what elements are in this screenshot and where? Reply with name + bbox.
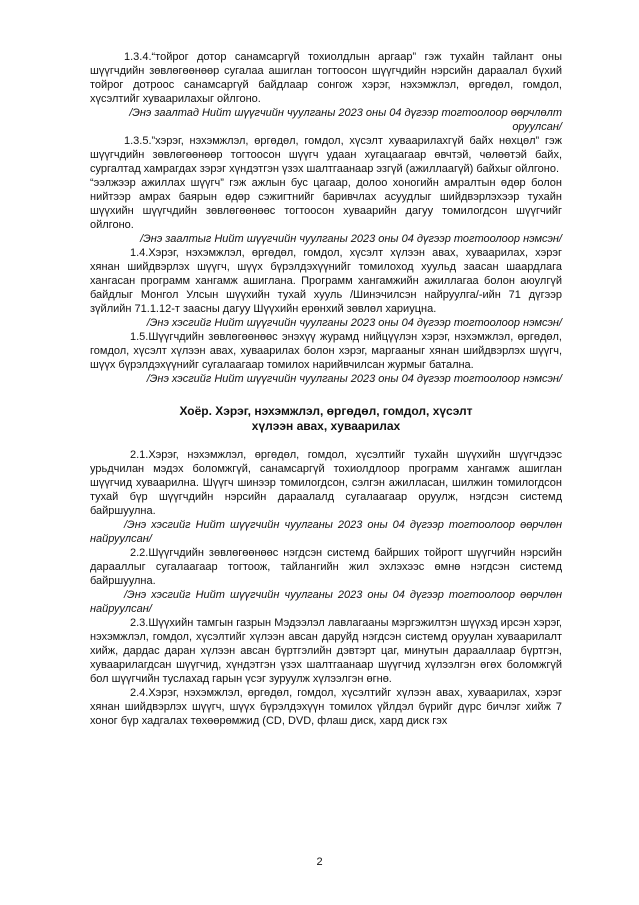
page-number: 2 bbox=[316, 856, 323, 868]
amendment-note: /Энэ заалтад Нийт шүүгчийн чуулганы 2023 оны 04 дүгээр тогтоолоор өөрчлөлт оруулсан/ bbox=[129, 107, 562, 133]
clause-1-3-5-definition: “ээлжээр ажиллах шүүгч” гэж ажлын бус цагаар, долоо хоногийн амралтын өдөр болон нийтээр амрах баярын өдөр сэжигтнийг баривчлах асуудлыг шийдвэрлэхээр тухайн шүүхийн шүүгчдийн зөвлөгөөнөөс тогтоосон хуваарийн дагуу томилогдсон шүүгчийг ойлгоно. bbox=[90, 177, 562, 231]
section-heading bbox=[90, 404, 562, 434]
clause-1-3-5: 1.3.5.”хэрэг, нэхэмжлэл, өргөдөл, гомдол, хүсэлт хуваарилахгүй байх нөхцөл” гэж шүүгчдийн зөвлөгөөнөөр тогтоосон шүүгч удаан хугацаагаар өвчтэй, чөлөөтэй байх, сургалтад хамрагдах зэрэг хүндэтгэн үзэх шалтгаанаар эзгүй (ажиллаагүй) байхыг ойлгоно. bbox=[90, 135, 562, 175]
clause-1-3-4: 1.3.4.“тойрог дотор санамсаргүй тохиолдлын аргаар” гэж тухайн тайлант оны шүүгчдийн зөвлөгөөнөөр сугалаа ашиглан тогтоосон шүүгчдийн нэрсийн дараалал бүхий тойрог дотроос санамсаргүй байдлаар сонгож хэрэг, нэхэмжлэл, өргөдөл, гомдол, хүсэлтийг хуваарилахыг ойлгоно. bbox=[90, 51, 562, 105]
amendment-note: /Энэ хэсгийг Нийт шүүгчийн чуулганы 2023 оны 04 дүгээр тогтоолоор өөрчлөн найруулсан/ bbox=[90, 519, 562, 545]
section-heading-line-2: хүлээн авах, хуваарилах bbox=[251, 419, 401, 433]
amendment-note: /Энэ хэсгийг Нийт шүүгчийн чуулганы 2023 оны 04 дүгээр тогтоолоор нэмсэн/ bbox=[146, 317, 562, 329]
amendment-note: /Энэ хэсгийг Нийт шүүгчийн чуулганы 2023 оны 04 дүгээр тогтоолоор нэмсэн/ bbox=[146, 373, 562, 385]
section-heading-line-1: Хоёр. Хэрэг, нэхэмжлэл, өргөдөл, гомдол, хүсэлт bbox=[179, 404, 473, 418]
clause-2-3: 2.3.Шүүхийн тамгын газрын Мэдээлэл лавлагааны мэргэжилтэн шүүхэд ирсэн хэрэг, нэхэмжлэл, гомдол, хүсэлтийг хүлээн авсан даруйд нэгдсэн системд оруулан хуваарилалт хийж, дардас даран хүлээн авсан бүртгэлийн дэвтэрт цаг, минутын дарааллаар бүртгэн, хуваарилагдсан шүүгчид, хүндэтгэн үзэх шалтгаанаар шүүгчид хүлээлгэн өгөх боломжгүй бол шүүгчийн туслахад гарын үсэг зуруулж хүлээлгэн өгнө. bbox=[90, 617, 562, 685]
amendment-note: /Энэ заалтыг Нийт шүүгчийн чуулганы 2023 оны 04 дүгээр тогтоолоор нэмсэн/ bbox=[140, 233, 562, 245]
clause-2-2: 2.2.Шүүгчдийн зөвлөгөөнөөс нэгдсэн системд байрших тойрогт шүүгчийн нэрсийн дарааллыг сугалаагаар тогтоож, тайлангийн жил эхлэхээс өмнө нэгдсэн системд байршуулна. bbox=[90, 547, 562, 587]
clause-1-4: 1.4.Хэрэг, нэхэмжлэл, өргөдөл, гомдол, хүсэлт хүлээн авах, хуваарилах, хэрэг хянан шийдвэрлэх шүүгч, шүүх бүрэлдэхүүнийг томилоход хуульд заасан шаардлага хангасан программ хангамж ашиглана. Программ хангамжийн ажиллагаа болон аюулгүй байдлыг Монгол Улсын шүүхийн тухай хууль /Шинэчилсэн найруулга/-ийн 71 дүгээр зүйлийн 71.1.12-т заасны дагуу Шүүхийн ерөнхий зөвлөл хариуцна. bbox=[90, 247, 562, 315]
clause-2-1: 2.1.Хэрэг, нэхэмжлэл, өргөдөл, гомдол, хүсэлтийг тухайн шүүхийн шүүгчдээс урьдчилан мэдэх боломжгүй, санамсаргүй тохиолдлоор программ хангамж ашиглан шүүгчид хуваарилна. Шүүгч шинээр томилогдсон, сэлгэн ажилласан, шилжин томилогдсон тухай бүр шүүгчдийн нэрсийн дараалалд сугалаагаар оруулж, нэгдсэн системд байршуулна. bbox=[90, 449, 562, 517]
clause-2-4: 2.4.Хэрэг, нэхэмжлэл, өргөдөл, гомдол, хүсэлтийг хүлээн авах, хуваарилах, хэрэг хянан шийдвэрлэх шүүгч, шүүх бүрэлдэхүүн томилох үйлдэл бүрийг дүрс бичлэг хийж 7 хоног бүр хадгалах төхөөрөмжид (CD, DVD, флаш диск, хард диск гэх bbox=[90, 687, 562, 727]
clause-1-5: 1.5.Шүүгчдийн зөвлөгөөнөөс энэхүү журамд нийцүүлэн хэрэг, нэхэмжлэл, өргөдөл, гомдол, хүсэлт хүлээн авах, хуваарилах болон хэрэг, маргааныг хянан шийдвэрлэх шүүгч, шүүх бүрэлдэхүүнийг сугалаагаар томилох нарийвчилсан журмыг батална. bbox=[90, 331, 562, 371]
amendment-note: /Энэ хэсгийг Нийт шүүгчийн чуулганы 2023 оны 04 дүгээр тогтоолоор өөрчлөн найруулсан/ bbox=[90, 589, 562, 615]
document-body bbox=[90, 50, 562, 728]
